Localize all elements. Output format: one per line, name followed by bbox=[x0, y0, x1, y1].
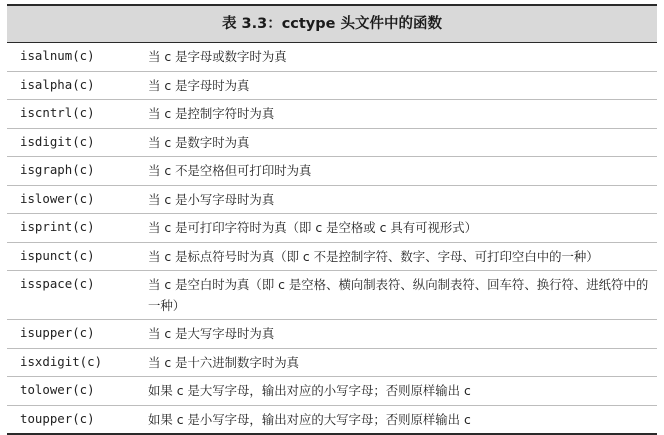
function-description: 当 c 是空白时为真（即 c 是空格、横向制表符、纵向制表符、回车符、换行符、进纸符中的一种） bbox=[148, 277, 649, 313]
cctype-functions-table bbox=[7, 4, 657, 435]
function-description: 当 c 不是空格但可打印时为真 bbox=[148, 163, 312, 178]
function-description: 当 c 是数字时为真 bbox=[148, 134, 250, 150]
function-description: 当 c 是大写字母时为真 bbox=[148, 326, 275, 341]
function-description: 当 c 是可打印字符时为真（即 c 是空格或 c 具有可视形式） bbox=[148, 220, 478, 235]
function-description: 当 c 是小写字母时为真 bbox=[148, 191, 275, 207]
function-description: 当 c 是标点符号时为真（即 c 不是控制字符、数字、字母、可打印空白中的一种） bbox=[148, 248, 599, 264]
function-name: toupper(c) bbox=[20, 410, 95, 426]
table-row bbox=[7, 406, 657, 434]
table-row bbox=[7, 129, 657, 158]
function-name: isdigit(c) bbox=[20, 133, 95, 149]
table-title: 表 3.3：cctype 头文件中的函数 bbox=[7, 6, 657, 43]
function-name: isgraph(c) bbox=[20, 162, 95, 177]
table-row bbox=[7, 243, 657, 272]
table-row bbox=[7, 43, 657, 72]
function-name: islower(c) bbox=[20, 190, 95, 206]
table-row bbox=[7, 157, 657, 186]
function-description: 当 c 是控制字符时为真 bbox=[148, 106, 275, 121]
table-row bbox=[7, 320, 657, 349]
table-row bbox=[7, 349, 657, 378]
function-description: 当 c 是十六进制数字时为真 bbox=[148, 354, 299, 370]
table-row bbox=[7, 72, 657, 101]
function-name: isupper(c) bbox=[20, 325, 95, 340]
function-name: isspace(c) bbox=[20, 276, 95, 291]
function-name: iscntrl(c) bbox=[20, 105, 95, 120]
table-row bbox=[7, 377, 657, 406]
table-row bbox=[7, 186, 657, 215]
function-description: 如果 c 是大写字母，输出对应的小写字母；否则原样输出 c bbox=[148, 383, 471, 398]
table-row bbox=[7, 100, 657, 129]
function-description: 当 c 是字母或数字时为真 bbox=[148, 49, 287, 64]
function-description: 如果 c 是小写字母，输出对应的大写字母；否则原样输出 c bbox=[148, 411, 471, 427]
function-name: isalpha(c) bbox=[20, 76, 95, 92]
function-name: isxdigit(c) bbox=[20, 353, 103, 369]
table-row bbox=[7, 271, 657, 320]
function-name: isprint(c) bbox=[20, 219, 95, 234]
function-description: 当 c 是字母时为真 bbox=[148, 77, 250, 93]
function-name: isalnum(c) bbox=[20, 48, 95, 63]
function-name: tolower(c) bbox=[20, 382, 95, 397]
function-name: ispunct(c) bbox=[20, 247, 95, 263]
table-row bbox=[7, 214, 657, 243]
